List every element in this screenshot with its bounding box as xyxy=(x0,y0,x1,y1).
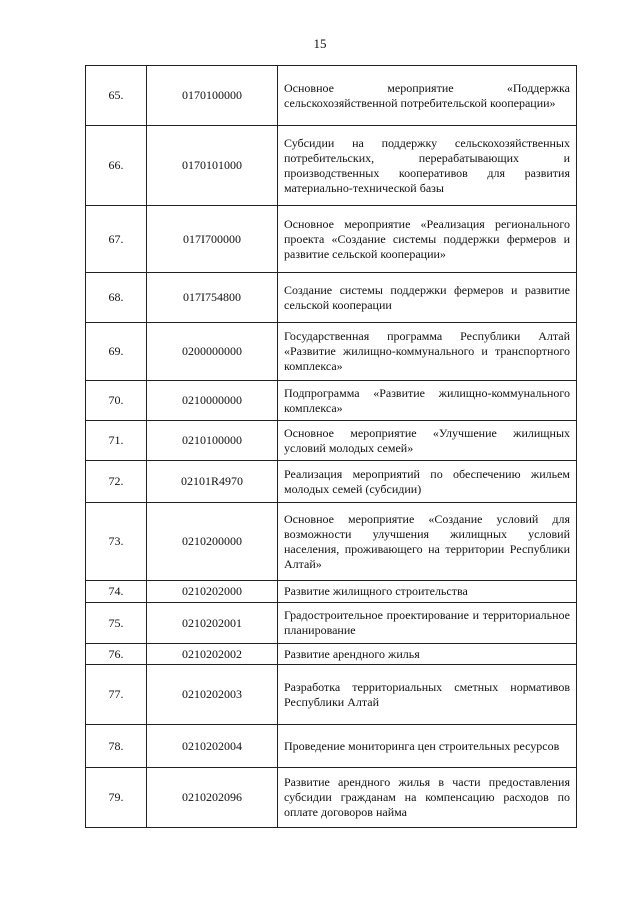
row-name: Государственная программа Республики Алтай «Развитие жилищно-коммунального и транспортного комплекса» xyxy=(278,323,577,381)
row-name: Проведение мониторинга цен строительных ресурсов xyxy=(278,725,577,768)
row-number: 71. xyxy=(86,421,147,461)
row-code: 0210202003 xyxy=(147,665,278,725)
row-name: Развитие арендного жилья в части предоставления субсидии гражданам на компенсацию расходов по оплате договоров найма xyxy=(278,768,577,828)
row-number: 69. xyxy=(86,323,147,381)
row-code: 0210202002 xyxy=(147,644,278,665)
row-name: Реализация мероприятий по обеспечению жильем молодых семей (субсидии) xyxy=(278,461,577,503)
table-row xyxy=(86,421,577,461)
row-number: 75. xyxy=(86,603,147,644)
row-code: 0170100000 xyxy=(147,66,278,126)
row-name: Основное мероприятие «Реализация регионального проекта «Создание системы поддержки фермеров и развитие сельской кооперации» xyxy=(278,206,577,273)
row-number: 77. xyxy=(86,665,147,725)
row-name: Градостроительное проектирование и территориальное планирование xyxy=(278,603,577,644)
row-code: 02101R4970 xyxy=(147,461,278,503)
row-code: 0210000000 xyxy=(147,381,278,421)
row-code: 0210202000 xyxy=(147,581,278,603)
row-number: 67. xyxy=(86,206,147,273)
row-number: 73. xyxy=(86,503,147,581)
row-number: 74. xyxy=(86,581,147,603)
row-name: Создание системы поддержки фермеров и развитие сельской кооперации xyxy=(278,273,577,323)
row-number: 76. xyxy=(86,644,147,665)
table-row xyxy=(86,66,577,126)
table-row xyxy=(86,323,577,381)
table-row xyxy=(86,381,577,421)
row-code: 0210202096 xyxy=(147,768,278,828)
row-number: 78. xyxy=(86,725,147,768)
row-code: 0200000000 xyxy=(147,323,278,381)
row-number: 65. xyxy=(86,66,147,126)
table-row xyxy=(86,503,577,581)
row-code: 0170101000 xyxy=(147,126,278,206)
row-number: 70. xyxy=(86,381,147,421)
row-code: 017I754800 xyxy=(147,273,278,323)
table-row xyxy=(86,725,577,768)
page-number: 15 xyxy=(313,36,327,51)
table-row xyxy=(86,768,577,828)
table-row xyxy=(86,273,577,323)
table-row xyxy=(86,126,577,206)
row-number: 66. xyxy=(86,126,147,206)
row-name: Развитие жилищного строительства xyxy=(278,581,577,603)
row-code: 0210200000 xyxy=(147,503,278,581)
row-code: 0210202001 xyxy=(147,603,278,644)
table-row xyxy=(86,644,577,665)
row-number: 68. xyxy=(86,273,147,323)
row-number: 72. xyxy=(86,461,147,503)
row-name: Основное мероприятие «Создание условий для возможности улучшения жилищных условий населения, проживающего на территории Республики Алтай» xyxy=(278,503,577,581)
table-row xyxy=(86,603,577,644)
row-name: Основное мероприятие «Улучшение жилищных условий молодых семей» xyxy=(278,421,577,461)
row-code: 0210100000 xyxy=(147,421,278,461)
row-code: 0210202004 xyxy=(147,725,278,768)
table-row xyxy=(86,665,577,725)
row-name: Подпрограмма «Развитие жилищно-коммунального комплекса» xyxy=(278,381,577,421)
row-name: Развитие арендного жилья xyxy=(278,644,577,665)
row-code: 017I700000 xyxy=(147,206,278,273)
table-row xyxy=(86,461,577,503)
row-name: Основное мероприятие «Поддержка сельскохозяйственной потребительской кооперации» xyxy=(278,66,577,126)
row-name: Разработка территориальных сметных нормативов Республики Алтай xyxy=(278,665,577,725)
row-name: Субсидии на поддержку сельскохозяйственных потребительских, перерабатывающих и производственных кооперативов для развития материально-технической базы xyxy=(278,126,577,206)
classification-table xyxy=(85,65,577,828)
table-row xyxy=(86,581,577,603)
row-number: 79. xyxy=(86,768,147,828)
table-row xyxy=(86,206,577,273)
